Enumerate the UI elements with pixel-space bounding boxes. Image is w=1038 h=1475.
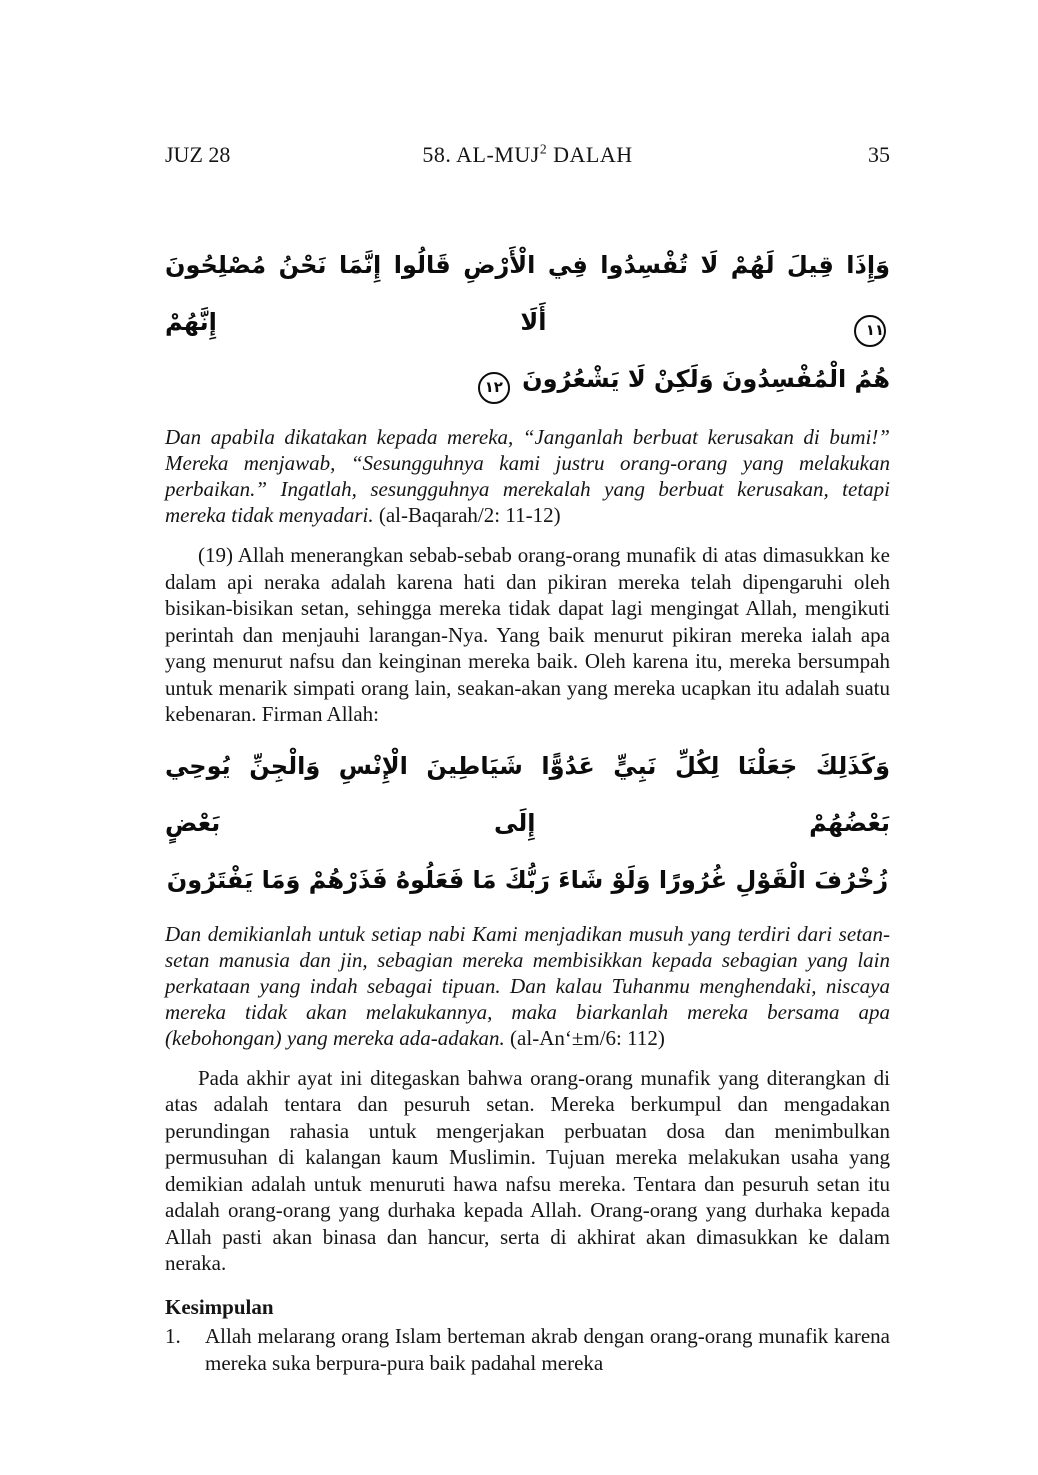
list-item-number: 1. <box>165 1323 181 1348</box>
commentary-paragraph-19: (19) Allah menerangkan sebab-sebab orang-orang munafik di atas dimasukkan ke dalam api neraka adalah karena hati dan pikiran mereka telah dipengaruhi oleh bisikan-bisikan setan, sehingga mereka tidak dapat lagi mengingat Allah, mengikuti perintah dan menjauhi larangan-Nya. Yang baik menurut pikiran mereka ialah apa yang menurut nafsu dan keinginan mereka baik. Oleh karena itu, mereka bersumpah untuk menarik simpati orang lain, seakan-akan yang mereka ucapkan itu adalah suatu kebenaran. Firman Allah: <box>165 543 890 726</box>
translation-anam-reference: (al-An‘±m/6: 112) <box>510 1025 665 1050</box>
commentary-paragraph-closing: Pada akhir ayat ini ditegaskan bahwa orang-orang munafik yang diterangkan di atas adalah tentara dan pesuruh setan. Mereka berkumpul dan mengadakan perundingan rahasia untuk mengerjakan perbuatan dosa dan menimbulkan permusuhan di kalangan kaum Muslimin. Tujuan mereka melakukan usaha yang demikian adalah untuk menuruti hawa nafsu mereka. Tentara dan pesuruh setan itu adalah orang-orang yang durhaka kepada Allah. Orang-orang yang durhaka kepada Allah pasti akan binasa dan hancur, serta di akhirat akan dimasukkan ke dalam neraka. <box>165 1065 890 1275</box>
ayah-number-marker: ١١ <box>854 315 886 347</box>
ayah-number-marker: ١٢ <box>478 372 510 404</box>
arabic-text: أَلَا إِنَّهُمْ <box>165 308 547 336</box>
surah-title-superscript: 2 <box>539 141 548 157</box>
surah-title-rest: DALAH <box>547 142 633 167</box>
arabic-verse-anam <box>165 738 890 909</box>
page-header <box>165 143 890 167</box>
kesimpulan-list <box>165 1323 890 1377</box>
kesimpulan-item-1 <box>165 1323 890 1377</box>
arabic-text: زُخْرُفَ الْقَوْلِ غُرُورًا وَلَوْ شَاءَ رَبُّكَ مَا فَعَلُوهُ فَذَرْهُمْ وَمَا يَفْتَرُونَ <box>166 865 889 894</box>
surah-title <box>346 143 709 167</box>
page-number: 35 <box>868 142 890 167</box>
list-item-text: Allah melarang orang Islam berteman akrab dengan orang-orang munafik karena mereka suka berpura-pura baik padahal mereka <box>205 1323 890 1375</box>
translation-baqarah-reference: (al-Baqarah/2: 11-12) <box>378 503 561 527</box>
arabic-text: وَإِذَا قِيلَ لَهُمْ لَا تُفْسِدُوا فِي الْأَرْضِ قَالُوا إِنَّمَا نَحْنُ مُصْلِحُونَ <box>165 251 890 279</box>
translation-baqarah-text: Dan apabila dikatakan kepada mereka, “Janganlah berbuat kerusakan di bumi!” Mereka menjawab, “Sesungguhnya kami justru orang-orang yang melakukan perbaikan.” Ingatlah, sesungguhnya merekalah yang berbuat kerusakan, tetapi mereka tidak menyadari. <box>165 425 890 527</box>
arabic-verse-baqarah-line-2 <box>165 351 890 408</box>
translation-anam-text: Dan demikianlah untuk setiap nabi Kami menjadikan musuh yang terdiri dari setan-setan manusia dan jin, sebagian mereka membisikkan kepada sebagian yang lain perkataan yang indah sebagai tipuan. Dan kalau Tuhanmu menghendaki, niscaya mereka tidak akan melakukannya, maka biarkanlah mereka bersama apa (kebohongan) yang mereka ada-adakan. <box>165 921 890 1050</box>
arabic-verse-baqarah <box>165 237 890 408</box>
surah-title-main: 58. AL-MUJ <box>422 142 540 167</box>
kesimpulan-heading: Kesimpulan <box>165 1294 274 1319</box>
juz-label: JUZ 28 <box>165 142 231 167</box>
arabic-text: وَكَذَلِكَ جَعَلْنَا لِكُلِّ نَبِيٍّ عَدُوًّا شَيَاطِينَ الْإِنْسِ وَالْجِنِّ يُوحِي بَعْضُهُمْ إِلَى بَعْضٍ <box>165 751 890 837</box>
arabic-text: هُمُ الْمُفْسِدُونَ وَلَكِنْ لَا يَشْعُرُونَ <box>522 365 890 393</box>
arabic-verse-anam-line-1 <box>165 738 890 852</box>
translation-anam <box>165 921 890 1051</box>
translation-baqarah <box>165 424 890 528</box>
arabic-verse-anam-line-2 <box>165 852 890 909</box>
arabic-verse-baqarah-line-1 <box>165 237 890 351</box>
